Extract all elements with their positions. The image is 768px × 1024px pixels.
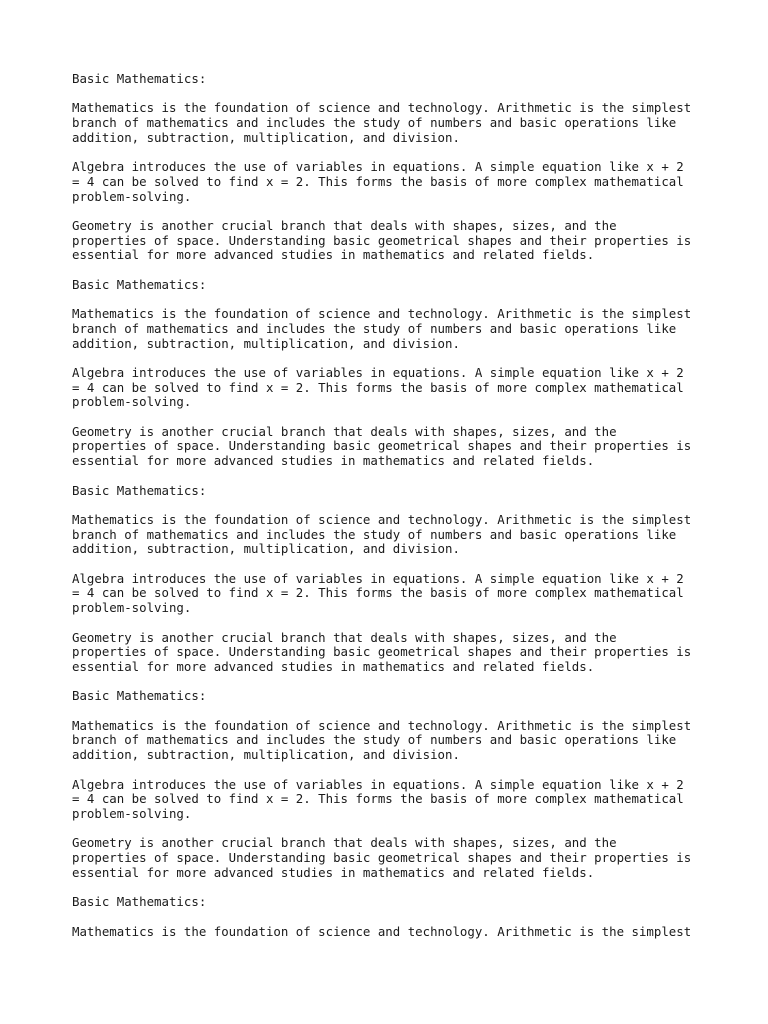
paragraph-geometry: Geometry is another crucial branch that deals with shapes, sizes, and the properties of space. Understanding basic geometrical shapes and their properties is essential for more advanced studies in mathematics and related fields. <box>72 217 692 263</box>
paragraph-algebra: Algebra introduces the use of variables in equations. A simple equation like x + 2 = 4 can be solved to find x = 2. This forms the basis of more complex mathematical problem-solving. <box>72 776 684 821</box>
paragraph-geometry: Geometry is another crucial branch that deals with shapes, sizes, and the properties of space. Understanding basic geometrical shapes and their properties is essential for more advanced studies in mathematics and related fields. <box>72 423 692 469</box>
paragraph-algebra: Algebra introduces the use of variables in equations. A simple equation like x + 2 = 4 can be solved to find x = 2. This forms the basis of more complex mathematical problem-solving. <box>72 570 684 616</box>
section-heading: Basic Mathematics: <box>72 276 207 292</box>
paragraph-arithmetic: Mathematics is the foundation of science and technology. Arithmetic is the simplest branch of mathematics and includes the study of numbers and basic operations like addition, subtraction, multiplication, and division. <box>72 511 692 557</box>
section-heading: Basic Mathematics: <box>72 894 207 910</box>
paragraph-arithmetic: Mathematics is the foundation of science and technology. Arithmetic is the simplest branch of mathematics and includes the study of numbers and basic operations like addition, subtraction, multiplication, and division. <box>72 717 692 763</box>
section-heading: Basic Mathematics: <box>72 688 207 704</box>
document-page <box>72 72 712 954</box>
section-heading: Basic Mathematics: <box>72 71 207 86</box>
paragraph-arithmetic-partial: Mathematics is the foundation of science and technology. Arithmetic is the simplest <box>72 923 692 939</box>
paragraph-arithmetic: Mathematics is the foundation of science and technology. Arithmetic is the simplest branch of mathematics and includes the study of numbers and basic operations like addition, subtraction, multiplication, and division. <box>72 100 692 145</box>
section-heading: Basic Mathematics: <box>72 482 207 498</box>
paragraph-algebra: Algebra introduces the use of variables in equations. A simple equation like x + 2 = 4 can be solved to find x = 2. This forms the basis of more complex mathematical problem-solving. <box>72 364 684 410</box>
paragraph-geometry: Geometry is another crucial branch that deals with shapes, sizes, and the properties of space. Understanding basic geometrical shapes and their properties is essential for more advanced studies in mathematics and related fields. <box>72 629 692 674</box>
paragraph-geometry: Geometry is another crucial branch that deals with shapes, sizes, and the properties of space. Understanding basic geometrical shapes and their properties is essential for more advanced studies in mathematics and related fields. <box>72 835 692 880</box>
paragraph-arithmetic: Mathematics is the foundation of science and technology. Arithmetic is the simplest branch of mathematics and includes the study of numbers and basic operations like addition, subtraction, multiplication, and division. <box>72 306 692 351</box>
paragraph-algebra: Algebra introduces the use of variables in equations. A simple equation like x + 2 = 4 can be solved to find x = 2. This forms the basis of more complex mathematical problem-solving. <box>72 159 684 204</box>
